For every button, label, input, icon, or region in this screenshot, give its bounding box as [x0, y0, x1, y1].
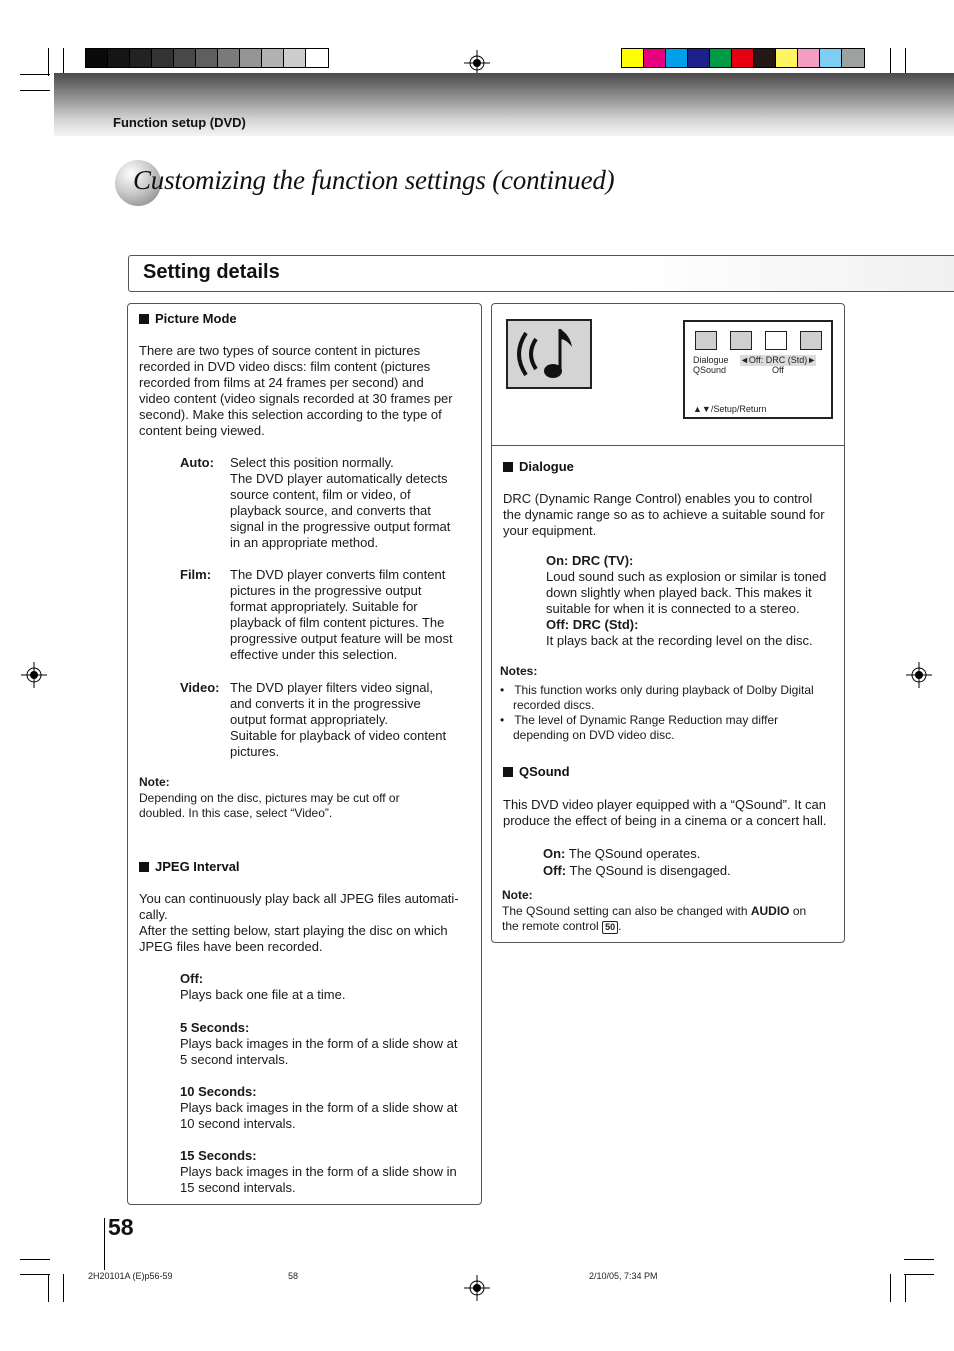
crop-mark: [890, 1274, 891, 1302]
footer-date: 2/10/05, 7:34 PM: [589, 1271, 658, 1281]
setting-details-title: Setting details: [143, 261, 280, 283]
osd-qsound-label: QSound: [693, 365, 727, 375]
page-reference-badge: 50: [602, 921, 618, 934]
qsound-note: The QSound setting can also be changed with AUDIO on the remote control 50 .: [502, 904, 807, 933]
video-label: Video:: [180, 680, 220, 695]
crop-mark: [20, 1259, 50, 1260]
audio-icon: [506, 319, 592, 389]
calibration-swatch: [108, 49, 130, 67]
footer-file-page: 58: [288, 1271, 299, 1281]
crop-mark: [20, 74, 50, 75]
page-title: Customizing the function settings (continued): [133, 165, 615, 195]
crop-mark: [905, 1274, 906, 1302]
auto-description: Select this position normally. The DVD player automatically detects source content, film or video, of playback source, and converts that signal in the progressive output format in an appropriate method.: [230, 455, 451, 550]
calibration-swatch: [218, 49, 240, 67]
color-calibration-bar: [621, 48, 865, 68]
calibration-swatch: [688, 49, 710, 67]
picture-mode-heading: Picture Mode: [139, 311, 237, 326]
page-number: 58: [108, 1214, 134, 1240]
qsound-options: On: The QSound operates. Off: The QSound is disengaged.: [543, 846, 731, 878]
osd-menu-preview: [683, 320, 833, 419]
calibration-swatch: [820, 49, 842, 67]
calibration-swatch: [174, 49, 196, 67]
osd-dialogue-label: Dialogue: [693, 355, 729, 365]
calibration-swatch: [86, 49, 108, 67]
dialogue-note-2: • The level of Dynamic Range Reduction may differ depending on DVD video disc.: [500, 713, 779, 742]
crop-mark: [63, 48, 64, 76]
calibration-swatch: [306, 49, 328, 67]
osd-qsound-value: Off: [772, 365, 784, 375]
dialogue-notes-label: Notes:: [500, 664, 538, 678]
crop-mark: [20, 90, 50, 91]
auto-label: Auto:: [180, 455, 214, 470]
divider: [491, 445, 845, 446]
grayscale-calibration-bar: [85, 48, 329, 68]
crop-mark: [48, 48, 49, 76]
picture-mode-intro: There are two types of source content in pictures recorded in DVD video discs: film content (pictures recorded from films at 24 frames per second) and video content (video signals recorded at 30 frames per second). Make this selection according to the type of content being viewed.: [139, 343, 453, 438]
page-number-rule: [104, 1218, 105, 1270]
calibration-swatch: [710, 49, 732, 67]
crop-mark: [48, 1274, 49, 1302]
calibration-swatch: [798, 49, 820, 67]
section-label: Function setup (DVD): [113, 115, 246, 130]
crop-mark: [904, 1259, 934, 1260]
qsound-heading: QSound: [503, 764, 570, 779]
calibration-swatch: [776, 49, 798, 67]
jpeg-interval-intro: You can continuously play back all JPEG files automati- cally. After the setting below, start playing the disc on which JPEG files have been recorded.: [139, 891, 459, 954]
calibration-swatch: [152, 49, 174, 67]
dialogue-heading: Dialogue: [503, 459, 574, 474]
registration-target-icon: [906, 662, 932, 688]
calibration-swatch: [262, 49, 284, 67]
picture-icon: [730, 331, 752, 350]
calibration-swatch: [130, 49, 152, 67]
jpeg-5-seconds-option: 5 Seconds: Plays back images in the form of a slide show at 5 second intervals.: [180, 1020, 458, 1067]
calibration-swatch: [644, 49, 666, 67]
video-description: The DVD player filters video signal, and converts it in the progressive output format appropriately. Suitable for playback of video content pictures.: [230, 680, 447, 759]
dialogue-on-option: On: DRC (TV): Loud sound such as explosion or similar is toned down slightly when played back. This makes it suitable for when it is connected to a stereo. Off: DRC (Std): It plays back at the recording level on the disc.: [546, 553, 827, 648]
picture-mode-note-label: Note:: [139, 775, 170, 789]
calibration-swatch: [842, 49, 864, 67]
calibration-swatch: [196, 49, 218, 67]
osd-dialogue-value: ◄Off: DRC (Std)►: [740, 355, 817, 365]
crop-mark: [20, 1274, 50, 1275]
calibration-swatch: [666, 49, 688, 67]
jpeg-off-option: Off: Plays back one file at a time.: [180, 971, 346, 1002]
calibration-swatch: [284, 49, 306, 67]
film-description: The DVD player converts film content pictures in the progressive output format appropriately. Suitable for playback of film content pictures. The progressive output feature will be most effective under this selection.: [230, 567, 453, 662]
qsound-intro: This DVD video player equipped with a “QSound”. It can produce the effect of being in a cinema or a concert hall.: [503, 797, 827, 828]
osd-nav-hint: ▲▼/Setup/Return: [693, 404, 767, 414]
language-icon: [695, 331, 717, 350]
calibration-swatch: [732, 49, 754, 67]
dialogue-note-1: • This function works only during playback of Dolby Digital recorded discs.: [500, 683, 814, 712]
jpeg-10-seconds-option: 10 Seconds: Plays back images in the form of a slide show at 10 second intervals.: [180, 1084, 458, 1131]
qsound-note-label: Note:: [502, 888, 533, 902]
calibration-swatch: [754, 49, 776, 67]
jpeg-interval-heading: JPEG Interval: [139, 859, 240, 874]
parental-icon: [800, 331, 822, 350]
dialogue-intro: DRC (Dynamic Range Control) enables you to control the dynamic range so as to achieve a suitable sound for your equipment.: [503, 491, 825, 538]
picture-mode-note: Depending on the disc, pictures may be cut off or doubled. In this case, select “Video”.: [139, 791, 400, 820]
film-label: Film:: [180, 567, 212, 582]
audio-icon: [765, 331, 787, 350]
registration-target-icon: [464, 1275, 490, 1301]
footer-file: 2H20101A (E)p56-59: [88, 1271, 173, 1281]
calibration-swatch: [622, 49, 644, 67]
calibration-swatch: [240, 49, 262, 67]
crop-mark: [904, 1274, 934, 1275]
crop-mark: [890, 48, 891, 76]
jpeg-15-seconds-option: 15 Seconds: Plays back images in the form of a slide show in 15 second intervals.: [180, 1148, 457, 1195]
crop-mark: [63, 1274, 64, 1302]
crop-mark: [905, 48, 906, 76]
registration-target-icon: [21, 662, 47, 688]
